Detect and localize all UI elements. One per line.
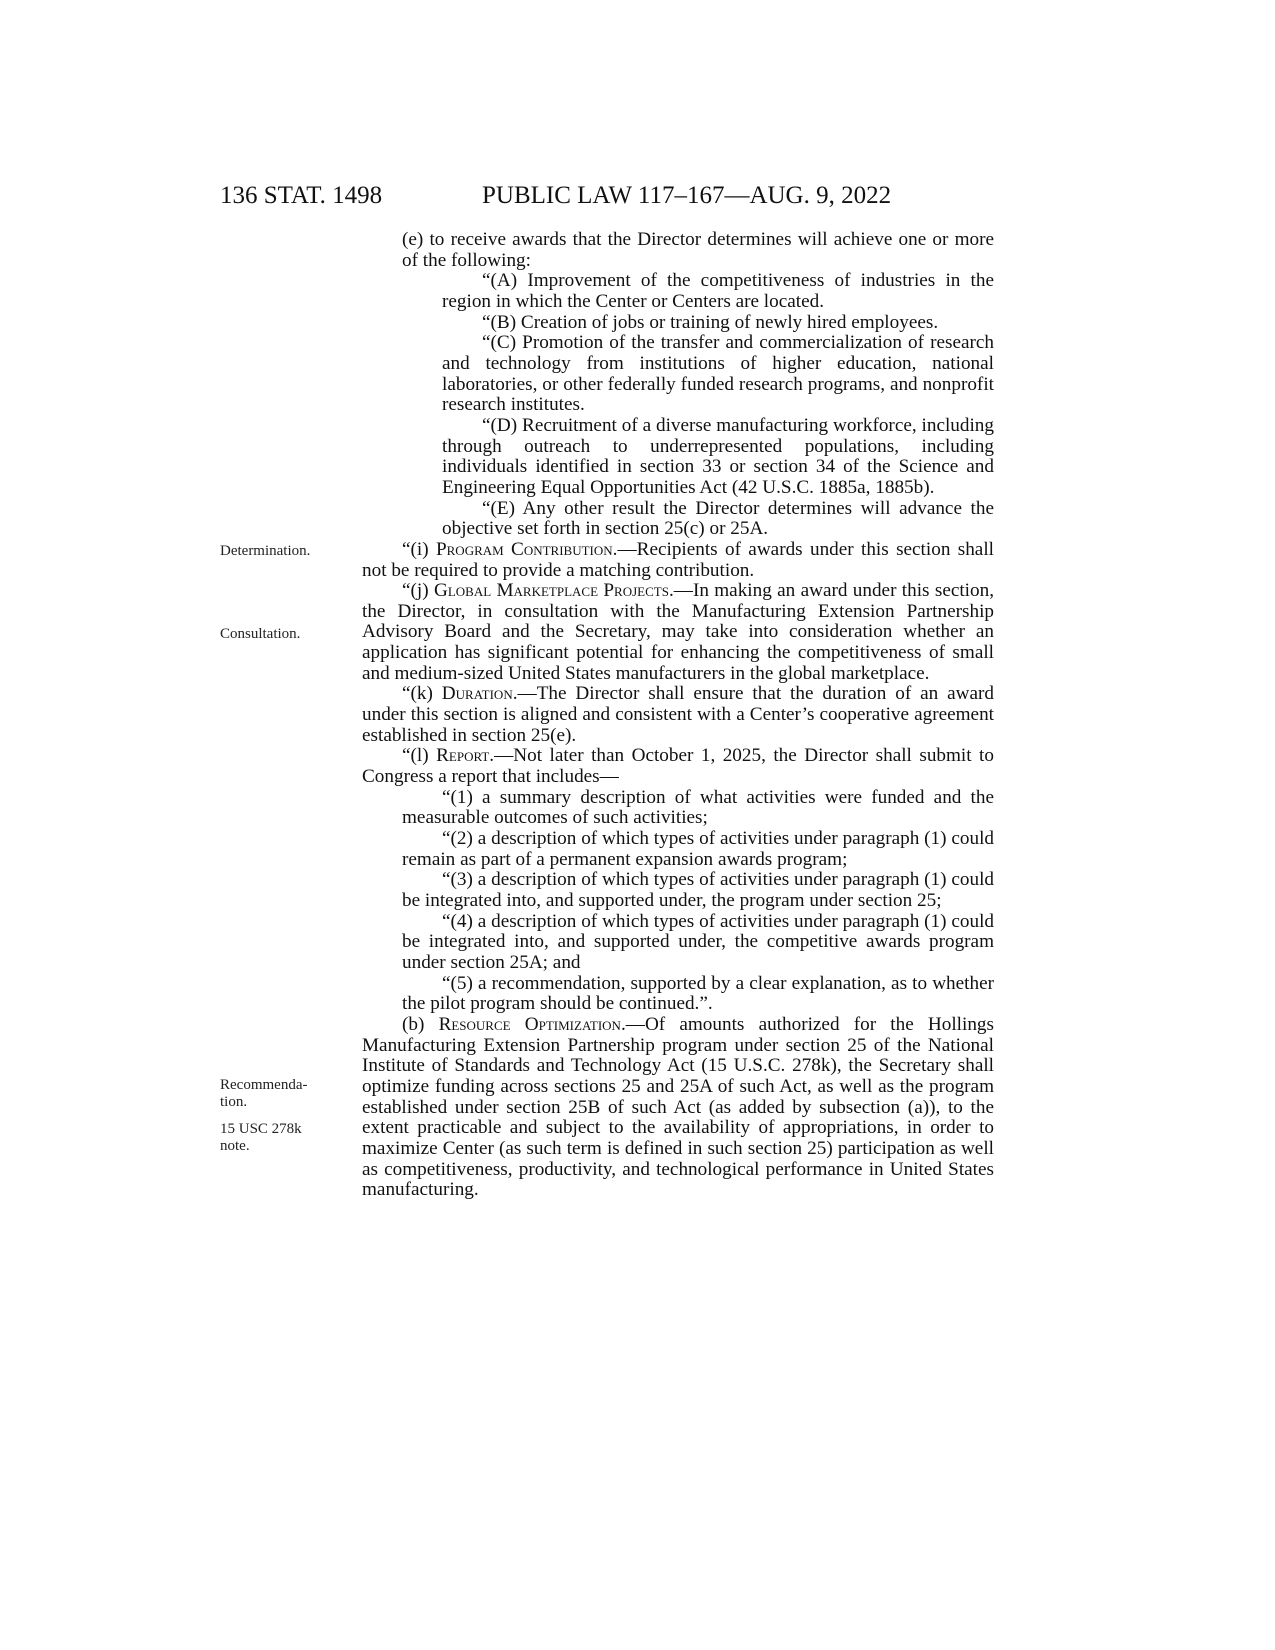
statute-body bbox=[362, 230, 994, 1201]
subsection-i-heading: Program Contribution bbox=[435, 538, 613, 560]
margin-note-consultation: Consultation. bbox=[220, 626, 301, 642]
subparagraph-E: “(E) Any other result the Director determines will advance the objective set forth in section 25(c) or 25A. bbox=[442, 497, 994, 540]
margin-note-recommendation-line2: tion. bbox=[220, 1094, 248, 1110]
report-item-2: “(2) a description of which types of activities under paragraph (1) could remain as part of a permanent expansion awards program; bbox=[402, 828, 994, 870]
subsection-l-heading: Report bbox=[436, 745, 490, 767]
report-item-4: “(4) a description of which types of activities under paragraph (1) could be integrated into, and supported under, the competitive awards program under section 25A; and bbox=[402, 910, 994, 973]
report-item-3: “(3) a description of which types of activities under paragraph (1) could be integrated into, and supported under, the program under section 25; bbox=[402, 869, 994, 911]
subparagraph-D: “(D) Recruitment of a diverse manufacturing workforce, including through outreach to underrepresented populations, including individuals identified in section 33 or section 34 of the Science and Engineering Equal Opportunities Act (42 U.S.C. 1885a, 1885b). bbox=[442, 414, 994, 498]
subsection-b: (b) Resource Optimization.—Of amounts authorized for the Hollings Manufacturing Extension Partnership program under section 25 of the National Institute of Standards and Technology Act (15 U.S.C. 278k), the Secretary shall optimize funding across sections 25 and 25A of such Act, as well as the program established under section 25B of such Act (as added by subsection (a)), to the extent practicable and subject to the availability of appropriations, in order to maximize Center (as such term is defined in such section 25) participation as well as competitiveness, productivity, and technological performance in United States manufacturing. bbox=[362, 1013, 994, 1201]
subparagraph-A: “(A) Improvement of the competitiveness of industries in the region in which the Center or Centers are located. bbox=[442, 270, 994, 312]
public-law-title: PUBLIC LAW 117–167—AUG. 9, 2022 bbox=[482, 182, 892, 209]
margin-note-recommendation bbox=[220, 1077, 330, 1111]
margin-note-determination: Determination. bbox=[220, 543, 311, 559]
subsection-k: “(k) Duration.—The Director shall ensure that the duration of an award under this section is aligned and consistent with a Center’s cooperative agreement established in section 25(e). bbox=[362, 683, 994, 746]
page-header bbox=[220, 182, 1000, 212]
report-item-5: “(5) a recommendation, supported by a clear explanation, as to whether the pilot program should be continued.”. bbox=[402, 972, 994, 1015]
margin-note-usc-line2: note. bbox=[220, 1138, 250, 1154]
subparagraph-C: “(C) Promotion of the transfer and commercialization of research and technology from institutions of higher education, national laboratories, or other federally funded research programs, and nonprofit research institutes. bbox=[442, 332, 994, 416]
margin-note-usc bbox=[220, 1121, 330, 1155]
report-item-1: “(1) a summary description of what activities were funded and the measurable outcomes of such activities; bbox=[402, 786, 994, 829]
subparagraph-B: “(B) Creation of jobs or training of newly hired employees. bbox=[482, 311, 939, 333]
subsection-k-heading: Duration bbox=[441, 683, 513, 705]
margin-note-usc-line1: 15 USC 278k bbox=[220, 1121, 302, 1137]
subsection-b-heading: Resource Optimization bbox=[438, 1013, 621, 1035]
subsection-j-heading: Global Marketplace Projects bbox=[433, 580, 669, 602]
paragraph-e-intro: (e) to receive awards that the Director determines will achieve one or more of the following: bbox=[402, 229, 994, 271]
stat-citation: 136 STAT. 1498 bbox=[220, 182, 383, 209]
subsection-j: “(j) Global Marketplace Projects.—In making an award under this section, the Director, in consultation with the Manufacturing Extension Partnership Advisory Board and the Secretary, may take into consideration whether an application has significant potential for enhancing the competitiveness of small and medium-sized United States manufacturers in the global marketplace. bbox=[362, 580, 994, 684]
subsection-l: “(l) Report.—Not later than October 1, 2025, the Director shall submit to Congress a report that includes— bbox=[362, 745, 994, 788]
subsection-i: “(i) Program Contribution.—Recipients of awards under this section shall not be required to provide a matching contribution. bbox=[362, 538, 994, 581]
margin-note-recommendation-line1: Recommenda- bbox=[220, 1077, 308, 1093]
